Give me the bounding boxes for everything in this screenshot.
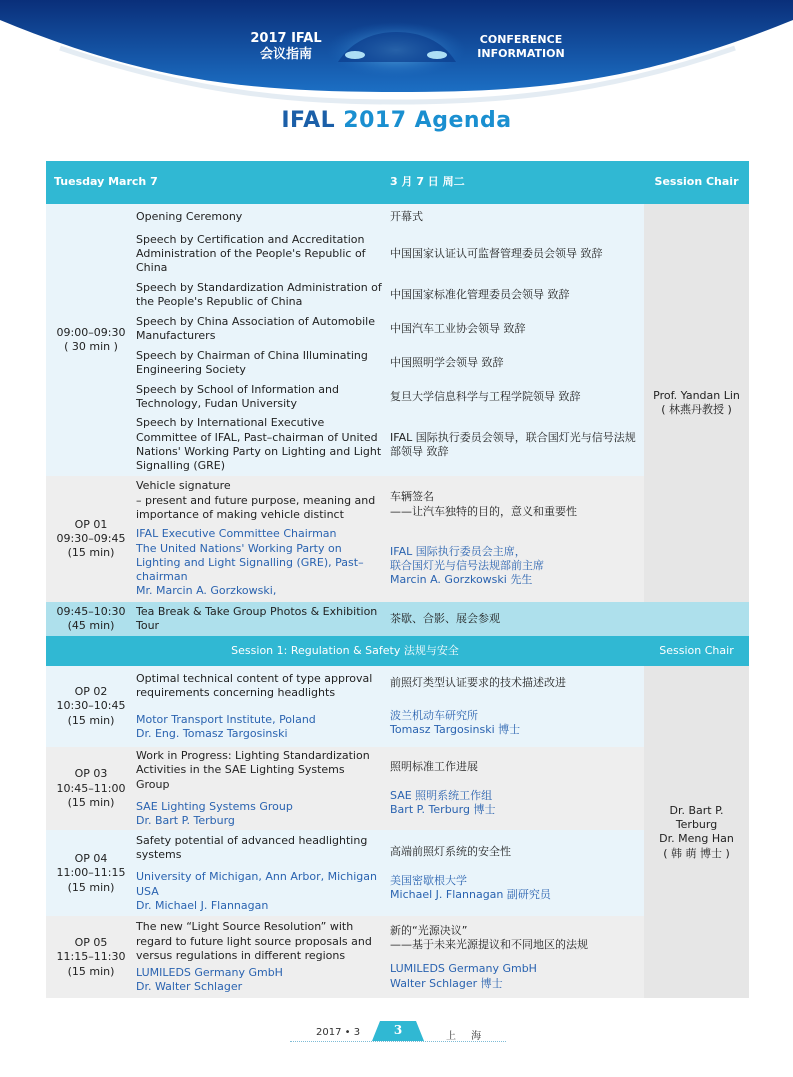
op05-speaker-en-2: Dr. Walter Schlager <box>136 980 243 994</box>
opening-row-en: Speech by Standardization Administration of the People's Republic of China <box>136 280 382 308</box>
session1-chair-cn: ( 韩 萌 博士 ) <box>663 846 730 860</box>
op05-cn-cell <box>390 916 644 998</box>
opening-row-cn: IFAL 国际执行委员会领导，联合国灯光与信号法规部领导 致辞 <box>390 430 636 458</box>
op03-time-cell <box>46 747 136 830</box>
header-left-label <box>236 31 336 63</box>
op05-topic-cn-2: ——基于未来光源提议和不同地区的法规 <box>390 938 589 952</box>
table-row <box>46 414 749 476</box>
header-session-chair: Session Chair <box>644 161 749 204</box>
op03-speaker-en-1: SAE Lighting Systems Group <box>136 799 293 813</box>
op01-speaker-en-3: Mr. Marcin A. Gorzkowski, <box>136 584 277 598</box>
op05-code: OP 05 <box>74 936 108 950</box>
tea-chair-empty <box>644 602 749 636</box>
table-row <box>46 278 749 312</box>
tea-en: Tea Break & Take Group Photos & Exhibition Tour <box>136 604 378 632</box>
op05-topic-en: The new “Light Source Resolution” with regard to future light source proposals and versus regulations in different regions <box>136 920 372 962</box>
table-row <box>46 230 749 278</box>
title-rest: 2017 Agenda <box>343 108 512 133</box>
op01-code: OP 01 <box>74 517 108 531</box>
op04-speaker-en-2: Dr. Michael J. Flannagan <box>136 898 269 912</box>
header-banner <box>0 0 793 110</box>
opening-row-en: Opening Ceremony <box>136 209 243 223</box>
op02-time-cell <box>46 666 136 747</box>
op04-en-cell <box>136 830 390 916</box>
op03-speaker-cn-1: SAE 照明系统工作组 <box>390 789 493 803</box>
op05-duration: (15 min) <box>67 964 115 978</box>
op01-speaker-cn-1: IFAL 国际执行委员会主席， <box>390 544 526 558</box>
op02-speaker-en-2: Dr. Eng. Tomasz Targosinski <box>136 726 288 740</box>
opening-row-en: Speech by Certification and Accreditation Administration of the People's Republic of China <box>136 232 366 275</box>
op03-topic-en: Work in Progress: Lighting Standardization Activities in the SAE Lighting Systems Group <box>136 749 370 791</box>
table-row <box>46 830 749 916</box>
footer-date: 2017 • 3 <box>316 1027 361 1038</box>
table-row <box>46 476 749 602</box>
op05-time: 11:15–11:30 <box>56 950 126 964</box>
footer-city: 上 海 <box>446 1031 488 1042</box>
op04-topic-cn: 高端前照灯系统的安全性 <box>390 844 512 858</box>
table-row <box>46 747 749 830</box>
op04-time: 11:00–11:15 <box>56 866 126 880</box>
op01-speaker-cn-2: 联合国灯光与信号法规部前主席 <box>390 559 545 573</box>
opening-duration: ( 30 min ) <box>64 340 118 353</box>
banner-graphic <box>0 0 793 110</box>
op03-topic-cn: 照明标准工作进展 <box>390 759 479 773</box>
op04-duration: (15 min) <box>67 880 115 894</box>
op05-speaker-en-1: LUMILEDS Germany GmbH <box>136 966 283 980</box>
op02-time: 10:30–10:45 <box>56 699 126 713</box>
table-row <box>46 204 749 230</box>
opening-row-en: Speech by International Executive Committee of IFAL, Past–chairman of United Nations' Working Party on Lighting and Light Signalling (GRE) <box>136 416 382 473</box>
session1-chair-cell <box>644 666 749 998</box>
header-right-line1: CONFERENCE <box>479 33 563 46</box>
op01-topic-cn-2: ——让汽车独特的目的，意义和重要性 <box>390 504 578 518</box>
op03-time: 10:45–11:00 <box>56 781 126 795</box>
op01-cn-cell <box>390 476 644 602</box>
opening-row-cn: 中国汽车工业协会领导 致辞 <box>390 321 526 335</box>
op04-speaker-cn-1: 美国密歇根大学 <box>390 873 468 887</box>
table-row <box>46 666 749 747</box>
op02-en-cell <box>136 666 390 747</box>
table-row <box>46 346 749 380</box>
tea-cn: 茶歇、合影、展会参观 <box>390 611 501 625</box>
op05-en-cell <box>136 916 390 998</box>
tea-duration: (45 min) <box>67 619 115 632</box>
table-row <box>46 312 749 346</box>
title-ifal: IFAL <box>281 108 336 133</box>
op03-en-cell <box>136 747 390 830</box>
op03-code: OP 03 <box>74 767 108 781</box>
tea-time: 09:45–10:30 <box>56 604 126 618</box>
opening-row-en: Speech by School of Information and Technology, Fudan University <box>136 382 339 410</box>
session-header-row <box>46 636 749 666</box>
page-number: 3 <box>393 1023 403 1037</box>
session1-chair-en-2: Terburg <box>675 817 718 831</box>
opening-row-cn: 中国国家认证认可监督管理委员会领导 致辞 <box>390 246 603 260</box>
op01-duration: (15 min) <box>67 546 115 560</box>
op01-topic-cn-1: 车辆签名 <box>390 490 435 504</box>
table-row <box>46 380 749 414</box>
session1-chair-label: Session Chair <box>644 636 749 666</box>
op01-time: 09:30–09:45 <box>56 531 126 545</box>
header-right-label <box>466 33 576 61</box>
op02-code: OP 02 <box>74 685 108 699</box>
opening-chair-cell <box>644 204 749 602</box>
header-date-cn: 3 月 7 日 周二 <box>390 161 644 204</box>
opening-row-en: Speech by Chairman of China Illuminating Engineering Society <box>136 348 368 376</box>
op02-speaker-en-1: Motor Transport Institute, Poland <box>136 712 316 726</box>
opening-row-cn: 开幕式 <box>390 209 424 223</box>
op03-speaker-en-2: Dr. Bart P. Terburg <box>136 814 235 828</box>
page-footer <box>290 1019 506 1045</box>
table-row <box>46 602 749 636</box>
op05-time-cell <box>46 916 136 998</box>
op05-topic-cn: 新的“光源决议” <box>390 923 468 937</box>
op05-speaker-cn-1: LUMILEDS Germany GmbH <box>390 962 537 976</box>
session1-title: Session 1: Regulation & Safety 法规与安全 <box>46 636 644 666</box>
op04-code: OP 04 <box>74 852 108 866</box>
op02-topic-cn: 前照灯类型认证要求的技术描述改进 <box>390 675 567 689</box>
op01-speaker-en-2: The United Nations' Working Party on Lighting and Light Signalling (GRE), Past–chairman <box>136 541 364 584</box>
header-left-line1: 2017 IFAL <box>250 31 322 46</box>
opening-row-cn: 中国国家标准化管理委员会领导 致辞 <box>390 287 570 301</box>
table-row <box>46 916 749 998</box>
op01-speaker-cn-3: Marcin A. Gorzkowski 先生 <box>390 573 533 587</box>
op04-topic-en: Safety potential of advanced headlighting systems <box>136 833 368 862</box>
page-title <box>0 108 793 133</box>
op03-cn-cell <box>390 747 644 830</box>
op01-speaker-en-1: IFAL Executive Committee Chairman <box>136 527 337 541</box>
opening-row-cn: 复旦大学信息科学与工程学院领导 致辞 <box>390 389 581 403</box>
tea-time-cell <box>46 602 136 636</box>
op01-time-cell <box>46 476 136 602</box>
op04-speaker-en-1: University of Michigan, Ann Arbor, Michigan USA <box>136 870 377 898</box>
op01-topic-en-1: Vehicle signature <box>136 479 231 493</box>
op03-speaker-cn-2: Bart P. Terburg 博士 <box>390 803 496 817</box>
op03-duration: (15 min) <box>67 795 115 809</box>
header-right-line2: INFORMATION <box>477 47 565 60</box>
session1-chair-en-3: Dr. Meng Han <box>659 832 734 846</box>
session1-chair-en-1: Dr. Bart P. <box>669 803 724 817</box>
header-date-en: Tuesday March 7 <box>46 161 390 204</box>
op02-speaker-cn-1: 波兰机动车研究所 <box>390 708 479 722</box>
opening-time: 09:00–09:30 <box>56 325 126 339</box>
op02-cn-cell <box>390 666 644 747</box>
op04-time-cell <box>46 830 136 916</box>
opening-time-cell <box>46 204 136 476</box>
op04-cn-cell <box>390 830 644 916</box>
op01-topic-en-2: – present and future purpose, meaning and importance of making vehicle distinct <box>136 493 376 521</box>
op05-speaker-cn-2: Walter Schlager 博士 <box>390 976 503 990</box>
opening-row-en: Speech by China Association of Automobile Manufacturers <box>136 314 375 342</box>
table-header-row <box>46 161 749 204</box>
opening-chair-en: Prof. Yandan Lin <box>653 388 740 402</box>
op02-speaker-cn-2: Tomasz Targosinski 博士 <box>390 723 521 737</box>
header-left-line2: 会议指南 <box>259 47 312 62</box>
opening-chair-cn: ( 林燕丹教授 ) <box>661 403 732 416</box>
agenda-table <box>46 161 749 998</box>
op01-en-cell <box>136 476 390 602</box>
op02-topic-en: Optimal technical content of type approval requirements concerning headlights <box>136 671 373 700</box>
op02-duration: (15 min) <box>67 713 115 727</box>
opening-row-cn: 中国照明学会领导 致辞 <box>390 355 504 369</box>
op04-speaker-cn-2: Michael J. Flannagan 副研究员 <box>390 888 551 902</box>
